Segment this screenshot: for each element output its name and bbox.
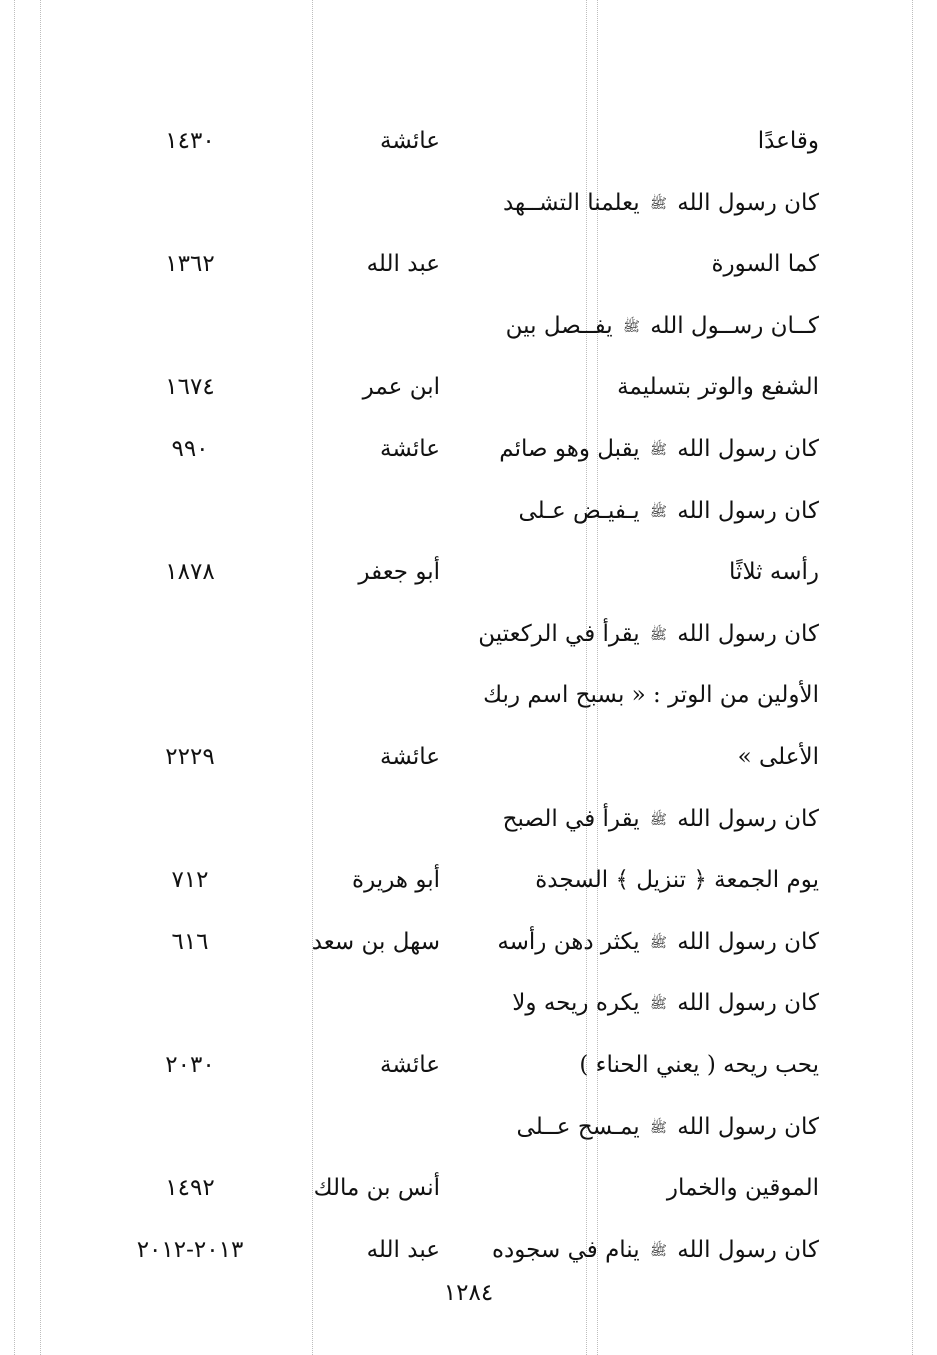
narrator-name: عبد الله xyxy=(366,1236,440,1263)
index-row xyxy=(0,233,937,295)
narrator-name: عائشة xyxy=(380,1051,440,1078)
hadith-number: ٢٠١٣-٢٠١٢ xyxy=(136,1236,244,1263)
hadith-number: ٧١٢ xyxy=(171,867,209,894)
index-row xyxy=(0,603,937,665)
hadith-text: يحب ريحه ( يعني الحناء ) xyxy=(579,1051,819,1078)
honorific-glyph: ﷺ xyxy=(649,1242,667,1259)
narrator-name: عبد الله xyxy=(366,251,440,278)
honorific-glyph: ﷺ xyxy=(649,441,667,458)
hadith-text: الشفع والوتر بتسليمة xyxy=(617,374,819,401)
hadith-text: الموقين والخمار xyxy=(666,1175,819,1202)
narrator-name: عائشة xyxy=(380,128,440,154)
index-row xyxy=(0,356,937,418)
hadith-text: كان رسول الله ﷺ يقرأ في الصبح xyxy=(502,805,819,832)
hadith-text: كان رسول الله ﷺ يقبل وهو صائم xyxy=(499,435,819,462)
hadith-number: ٢٢٢٩ xyxy=(165,743,215,770)
hadith-text: كان رسول الله ﷺ يـفيـض عـلى xyxy=(518,497,819,524)
hadith-text: رأسه ثلاثًا xyxy=(729,559,819,586)
hadith-number: ١٣٦٢ xyxy=(165,251,215,278)
hadith-text: الأعلى » xyxy=(737,743,819,770)
page-number: ١٢٨٤ xyxy=(443,1280,494,1306)
index-row xyxy=(0,480,937,542)
honorific-glyph: ﷺ xyxy=(649,1119,667,1136)
hadith-text: الأولين من الوتر : « بسبح اسم ربك xyxy=(483,682,819,709)
index-row xyxy=(0,911,937,973)
narrator-name: أبو جعفر xyxy=(358,559,440,586)
narrator-name: أنس بن مالك xyxy=(313,1175,440,1202)
index-row xyxy=(0,726,937,788)
hadith-number: ١٨٧٨ xyxy=(165,559,215,586)
hadith-text: يوم الجمعة ﴿ تنزيل ﴾ السجدة xyxy=(535,867,819,894)
honorific-glyph: ﷺ xyxy=(649,811,667,828)
hadith-number: ٢٠٣٠ xyxy=(165,1051,215,1078)
hadith-number: ٦١٦ xyxy=(171,928,209,955)
honorific-glyph: ﷺ xyxy=(649,503,667,520)
hadith-text: كان رسول الله ﷺ يعلمنا التشــهد xyxy=(502,189,819,216)
hadith-number: ١٦٧٤ xyxy=(165,374,215,401)
index-row xyxy=(0,295,937,357)
index-row xyxy=(0,172,937,234)
hadith-text: كما السورة xyxy=(711,251,819,278)
index-row xyxy=(0,1219,937,1281)
hadith-text: وقاعدًا xyxy=(757,128,819,154)
index-row xyxy=(0,1157,937,1219)
hadith-text: كان رسول الله ﷺ ينام في سجوده xyxy=(491,1236,819,1263)
narrator-name: سهل بن سعد xyxy=(311,928,440,955)
index-row xyxy=(0,1034,937,1096)
honorific-glyph: ﷺ xyxy=(649,626,667,643)
honorific-glyph: ﷺ xyxy=(623,318,640,335)
index-row xyxy=(0,1096,937,1158)
index-row xyxy=(0,110,937,172)
hadith-text: كــان رســول الله ﷺ يفــصل بين xyxy=(505,312,819,339)
index-row xyxy=(0,418,937,480)
index-row xyxy=(0,972,937,1034)
honorific-glyph: ﷺ xyxy=(649,195,667,212)
index-row xyxy=(0,664,937,726)
hadith-text: كان رسول الله ﷺ يمـسح عــلى xyxy=(516,1113,819,1140)
hadith-number: ٩٩٠ xyxy=(171,435,209,462)
narrator-name: عائشة xyxy=(380,743,440,770)
honorific-glyph: ﷺ xyxy=(649,996,667,1013)
hadith-text: كان رسول الله ﷺ يكره ريحه ولا xyxy=(512,990,819,1017)
index-row xyxy=(0,788,937,850)
hadith-number: ١٤٣٠ xyxy=(165,128,215,154)
hadith-text: كان رسول الله ﷺ يقرأ في الركعتين xyxy=(478,620,819,647)
index-row xyxy=(0,541,937,603)
index-table xyxy=(0,110,937,1280)
index-row xyxy=(0,849,937,911)
narrator-name: عائشة xyxy=(380,435,440,462)
narrator-name: أبو هريرة xyxy=(352,867,440,894)
hadith-text: كان رسول الله ﷺ يكثر دهن رأسه xyxy=(497,928,819,955)
narrator-name: ابن عمر xyxy=(362,374,440,401)
hadith-number: ١٤٩٢ xyxy=(165,1175,215,1202)
honorific-glyph: ﷺ xyxy=(649,934,667,951)
